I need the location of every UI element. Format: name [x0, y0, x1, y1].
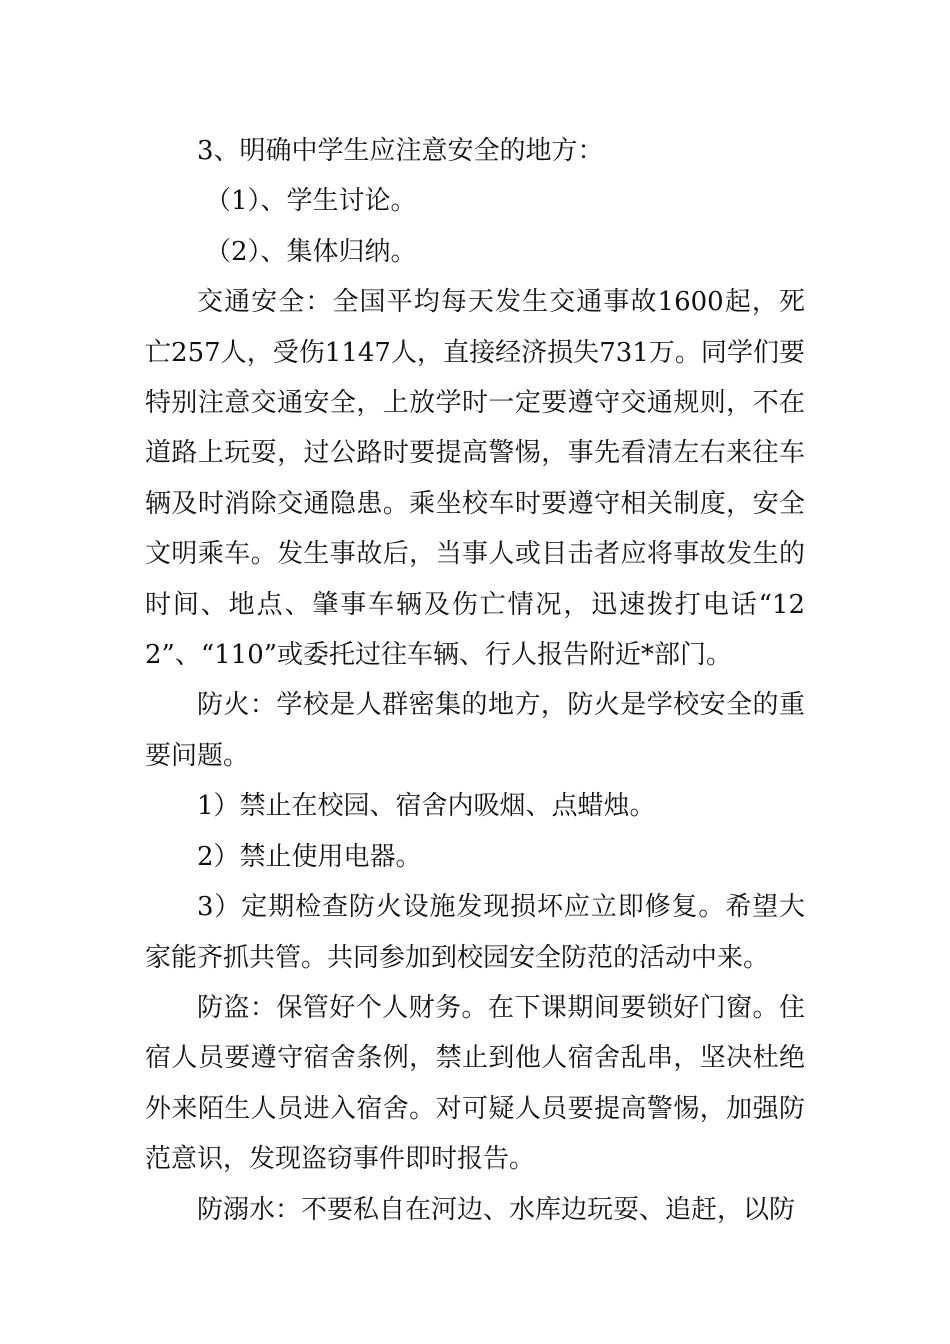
paragraph-heading-3: 3、明确中学生应注意安全的地方： [197, 136, 604, 166]
document-body [145, 126, 805, 1235]
paragraph-traffic-safety: 交通安全：全国平均每天发生交通事故1600起，死亡257人，受伤1147人，直接经济损失731万。同学们要特别注意交通安全，上放学时一定要遵守交通规则，不在道路上玩耍，过公路时要提高警惕，事先看清左右来往车辆及时消除交通隐患。乘坐校车时要遵守相关制度，安全文明乘车。发生事故后，当事人或目击者应将事故发生的时间、地点、肇事车辆及伤亡情况，迅速拨打电话“122”、“110”或委托过往车辆、行人报告附近*部门。 [145, 287, 805, 671]
paragraph-drowning-prevention: 防溺水：不要私自在河边、水库边玩耍、追赶，以防 [197, 1194, 796, 1225]
paragraph-fire-rule-2: 2）禁止使用电器。 [197, 841, 422, 872]
paragraph-theft-prevention: 防盗：保管好个人财务。在下课期间要锁好门窗。住宿人员要遵守宿舍条例，禁止到他人宿舍乱串，坚决杜绝外来陌生人员进入宿舍。对可疑人员要提高警惕，加强防范意识，发现盗窃事件即时报告。 [145, 992, 805, 1175]
paragraph-fire-prevention: 防火：学校是人群密集的地方，防火是学校安全的重要问题。 [145, 690, 805, 771]
paragraph-fire-rule-3: 3）定期检查防火设施发现损坏应立即修复。希望大家能齐抓共管。共同参加到校园安全防范的活动中来。 [145, 892, 805, 973]
paragraph-fire-rule-1: 1）禁止在校园、宿舍内吸烟、点蜡烛。 [197, 791, 656, 822]
paragraph-item-2: （2）、集体归纳。 [205, 236, 417, 267]
paragraph-item-1: （1）、学生讨论。 [205, 186, 417, 217]
